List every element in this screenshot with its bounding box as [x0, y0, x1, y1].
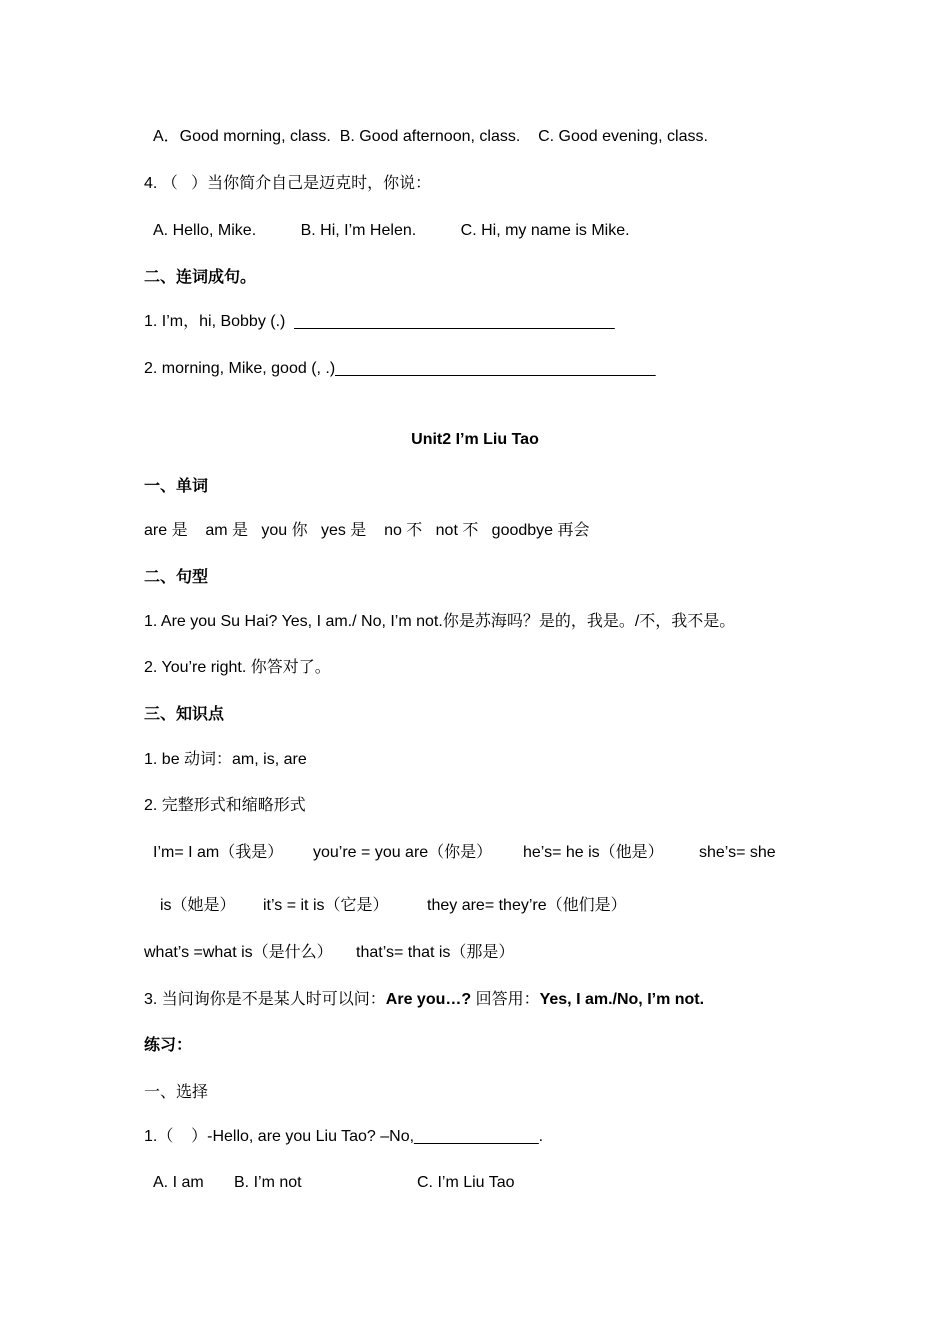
sentence-item-2: 2. morning, Mike, good (, .)____________________________________	[144, 360, 656, 377]
section-heading-patterns: 二、句型	[144, 569, 209, 586]
contraction-its: it’s = it is（它是）	[263, 897, 389, 914]
section-heading-vocab: 一、单词	[144, 478, 209, 495]
contraction-whats: what’s =what is（是什么）	[144, 944, 333, 961]
contraction-thats: that’s= that is（那是）	[356, 944, 515, 961]
exercise-section-choice: 一、选择	[144, 1084, 209, 1101]
sentence-item-1: 1. I’m，hi, Bobby (.) ____________________________________	[144, 313, 615, 330]
contraction-hes: he’s= he is（他是）	[523, 844, 664, 861]
exercise-q1-option-b: B. I’m not	[234, 1174, 302, 1191]
vocab-list: are 是 am 是 you 你 yes 是 no 不 not 不 goodbye 再会	[144, 522, 590, 539]
exercise-q1-option-a: A. I am	[153, 1174, 204, 1191]
exercise-q1: 1.（ ）-Hello, are you Liu Tao? –No,______________.	[144, 1128, 544, 1145]
pattern-2: 2. You’re right. 你答对了。	[144, 659, 331, 676]
pattern-1: 1. Are you Su Hai? Yes, I am./ No, I’m not.你是苏海吗？是的，我是。/不，我不是。	[144, 613, 736, 630]
exercise-heading: 练习：	[144, 1037, 193, 1054]
section-heading-knowledge: 三、知识点	[144, 706, 225, 723]
q3-options: A．Good morning, class. B. Good afternoon, class. C. Good evening, class.	[153, 128, 708, 145]
contraction-theyre: they are= they’re（他们是）	[427, 897, 627, 914]
knowledge-3-mid: 回答用：	[471, 991, 540, 1008]
knowledge-3-answer: Yes, I am./No, I’m not.	[539, 991, 705, 1008]
knowledge-2: 2. 完整形式和缩略形式	[144, 797, 306, 814]
q4-options: A. Hello, Mike. B. Hi, I’m Helen. C. Hi, my name is Mike.	[153, 222, 630, 239]
exercise-q1-option-c: C. I’m Liu Tao	[417, 1174, 515, 1191]
q4-question: 4. （ ）当你简介自己是迈克时，你说：	[144, 175, 432, 192]
knowledge-3-prefix: 3. 当问询你是不是某人时可以问：	[144, 991, 386, 1008]
contraction-im: I’m= I am（我是）	[153, 844, 284, 861]
contraction-shes-cont: is（她是）	[160, 897, 236, 914]
knowledge-3	[144, 990, 704, 1010]
contraction-shes: she’s= she	[699, 844, 776, 861]
unit-title: Unit2 I’m Liu Tao	[411, 431, 539, 448]
knowledge-1: 1. be 动词：am, is, are	[144, 751, 307, 768]
contraction-youre: you’re = you are（你是）	[313, 844, 493, 861]
knowledge-3-question: Are you…?	[385, 991, 472, 1008]
section-heading-sentences: 二、连词成句。	[144, 269, 257, 286]
